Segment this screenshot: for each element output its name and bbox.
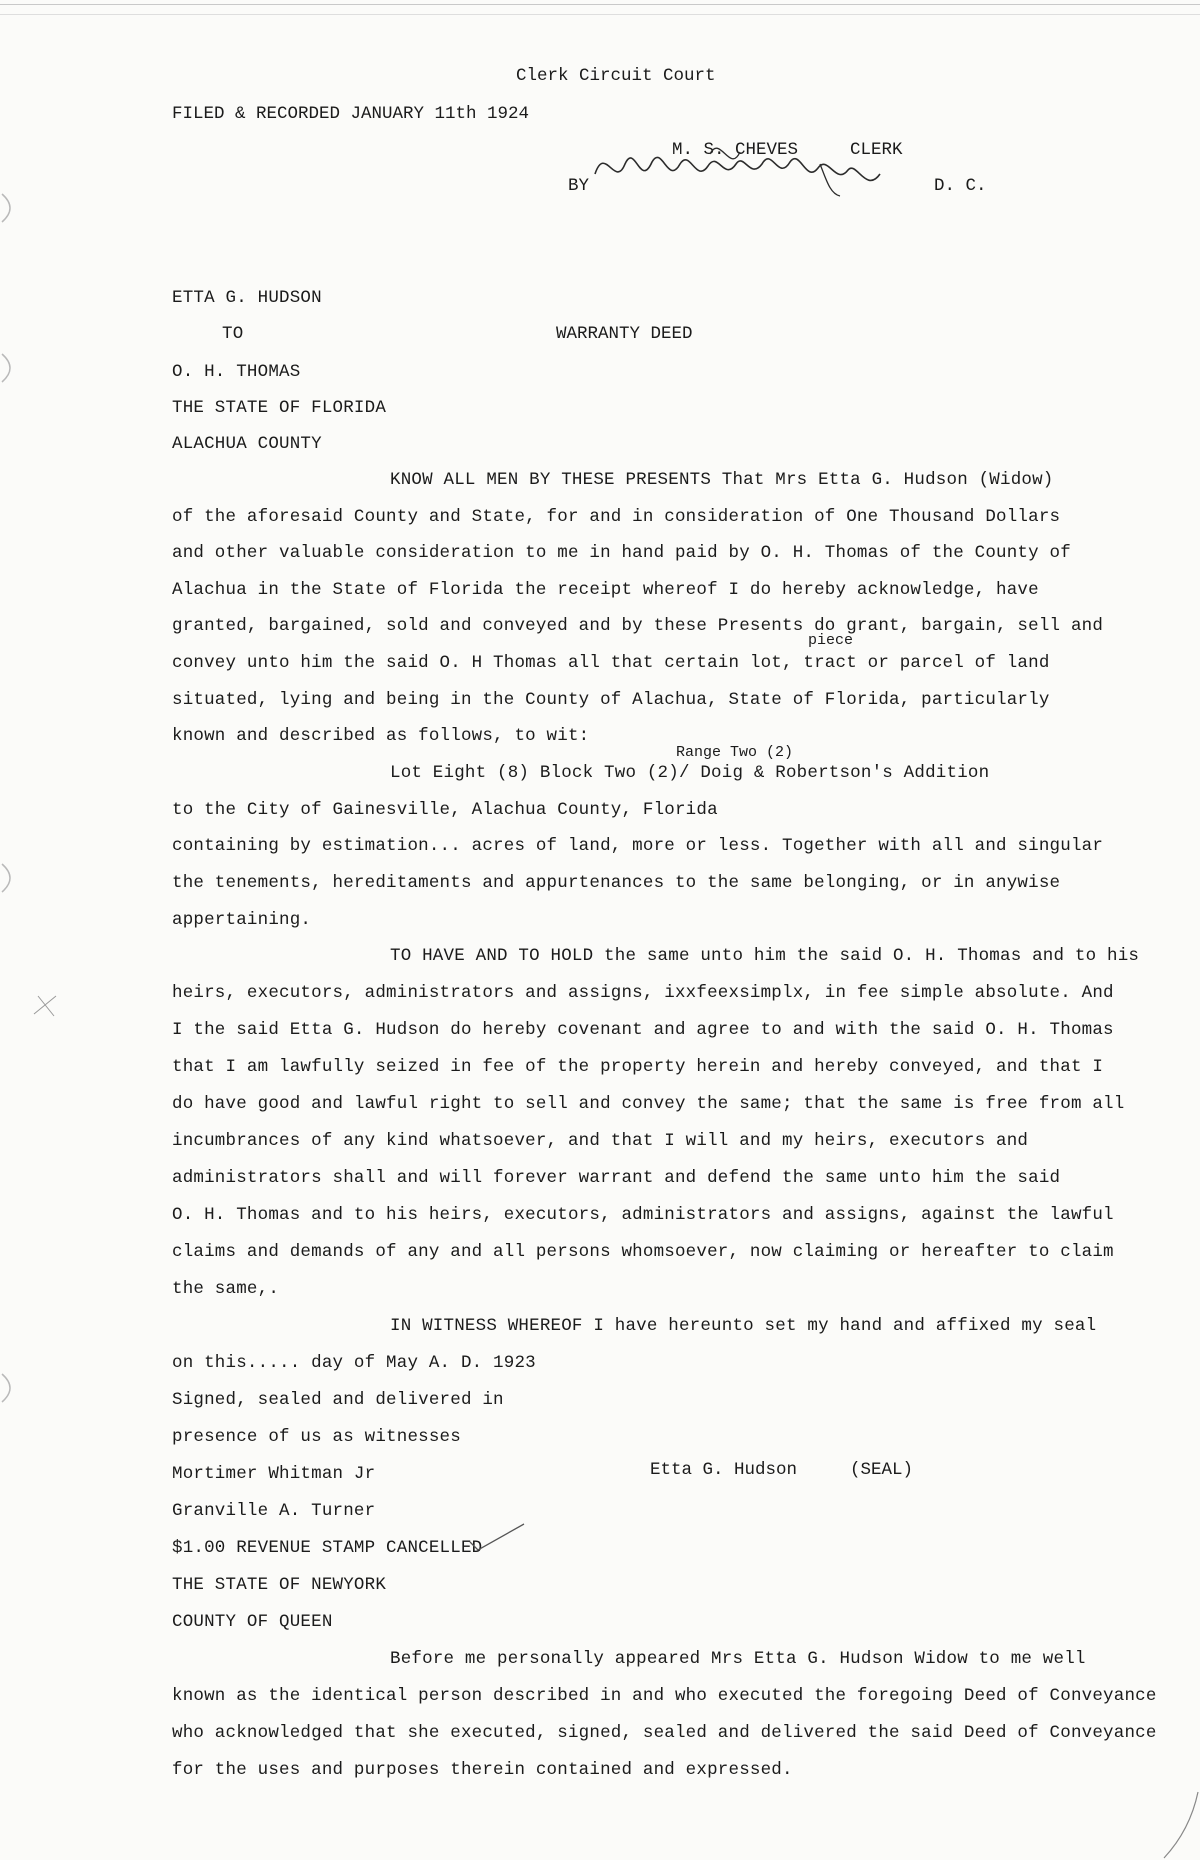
ack-state-heading: THE STATE OF NEWYORK [172,1575,387,1595]
checkmark-icon [468,1520,528,1556]
body-line: known and described as follows, to wit: [172,726,590,746]
body-line: to the City of Gainesville, Alachua County, Florida [172,800,718,820]
body-line: KNOW ALL MEN BY THESE PRESENTS That Mrs Etta G. Hudson (Widow) [390,470,1054,490]
body-line: the tenements, hereditaments and appurtenances to the same belonging, or in anywise [172,873,1061,893]
interlined-insertion: Range Two (2) [676,744,794,761]
pencil-x-mark-icon [30,990,60,1020]
clerk-title: CLERK [850,140,903,160]
body-line: granted, bargained, sold and conveyed and by these Presents do grant, bargain, sell and [172,616,1104,636]
body-line: and other valuable consideration to me in hand paid by O. H. Thomas of the County of [172,543,1071,563]
punch-hole-icon [0,860,30,896]
body-line: I the said Etta G. Hudson do hereby covenant and agree to and with the said O. H. Thomas [172,1020,1114,1040]
body-line: situated, lying and being in the County of Alachua, State of Florida, particularly [172,690,1050,710]
body-line: on this..... day of May A. D. 1923 [172,1353,536,1373]
page-corner-curl-icon [1160,1790,1200,1860]
interlined-insertion: piece [808,632,854,649]
clerk-name: M. S. CHEVES [672,140,799,160]
grantee-name: O. H. THOMAS [172,362,301,382]
acknowledgment-line: known as the identical person described in and who executed the foregoing Deed of Conveyance [172,1686,1157,1706]
grantor-signature: Etta G. Hudson [650,1460,798,1480]
state-heading: THE STATE OF FLORIDA [172,398,387,418]
body-line: claims and demands of any and all persons whomsoever, now claiming or hereafter to claim [172,1242,1114,1262]
clerk-court-heading: Clerk Circuit Court [516,66,716,86]
by-label: BY [568,176,590,196]
witness-name: Granville A. Turner [172,1501,376,1521]
property-description: Lot Eight (8) Block Two (2)/ Doig & Robertson's Addition [390,763,990,783]
deputy-clerk-signature-icon [590,134,890,204]
ack-county-heading: COUNTY OF QUEEN [172,1612,333,1632]
deputy-clerk-label: D. C. [934,176,987,196]
body-line: do have good and lawful right to sell and convey the same; that the same is free from all [172,1094,1125,1114]
body-line: TO HAVE AND TO HOLD the same unto him the said O. H. Thomas and to his [390,946,1140,966]
witness-name: Mortimer Whitman Jr [172,1464,376,1484]
county-heading: ALACHUA COUNTY [172,434,322,454]
body-line: Signed, sealed and delivered in [172,1390,504,1410]
body-line: O. H. Thomas and to his heirs, executors, administrators and assigns, against the lawful [172,1205,1114,1225]
punch-hole-icon [0,190,30,226]
body-line: appertaining. [172,910,312,930]
acknowledgment-line: Before me personally appeared Mrs Etta G. Hudson Widow to me well [390,1649,1086,1669]
grantor-name: ETTA G. HUDSON [172,288,322,308]
body-line: incumbrances of any kind whatsoever, and that I will and my heirs, executors and [172,1131,1029,1151]
punch-hole-icon [0,350,30,386]
seal-label: (SEAL) [850,1460,914,1480]
punch-hole-icon [0,1370,30,1406]
body-line: heirs, executors, administrators and assigns, ixxfeexsimplx, in fee simple absolute. And [172,983,1114,1003]
body-line: presence of us as witnesses [172,1427,461,1447]
page-edge-line [0,4,1200,5]
to-label: TO [222,324,244,344]
page-edge-line [0,14,1200,15]
deed-type-title: WARRANTY DEED [556,324,693,344]
body-line: Alachua in the State of Florida the receipt whereof I do hereby acknowledge, have [172,580,1039,600]
revenue-stamp-note: $1.00 REVENUE STAMP CANCELLED [172,1538,483,1558]
acknowledgment-line: who acknowledged that she executed, signed, sealed and delivered the said Deed of Conveyance [172,1723,1157,1743]
body-line: the same,. [172,1279,280,1299]
witness-clause: IN WITNESS WHEREOF I have hereunto set my hand and affixed my seal [390,1316,1097,1336]
filed-recorded-line: FILED & RECORDED JANUARY 11th 1924 [172,104,530,124]
body-line: administrators shall and will forever warrant and defend the same unto him the said [172,1168,1061,1188]
acknowledgment-line: for the uses and purposes therein contained and expressed. [172,1760,793,1780]
body-line: convey unto him the said O. H Thomas all that certain lot, tract or parcel of land [172,653,1050,673]
body-line: containing by estimation... acres of land, more or less. Together with all and singular [172,836,1104,856]
body-line: of the aforesaid County and State, for and in consideration of One Thousand Dollars [172,507,1061,527]
body-line: that I am lawfully seized in fee of the property herein and hereby conveyed, and that I [172,1057,1104,1077]
